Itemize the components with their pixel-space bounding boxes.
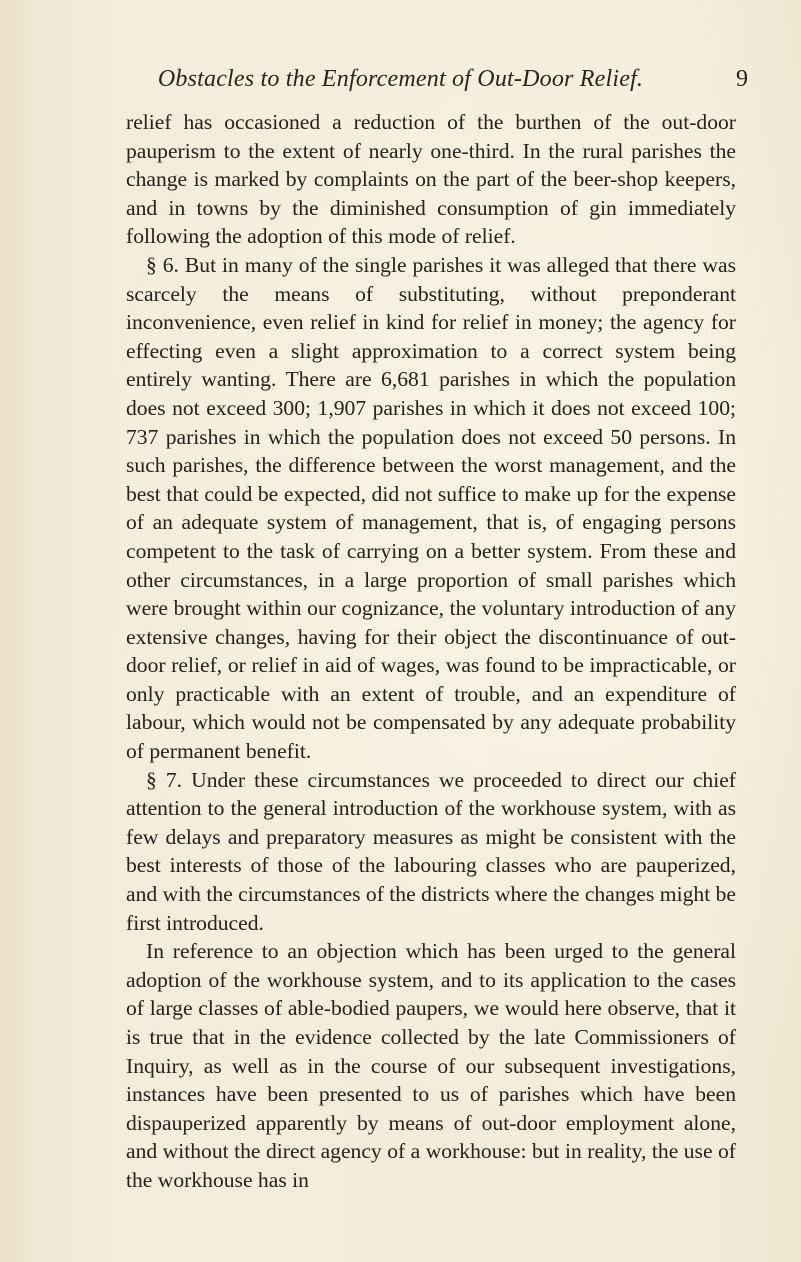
paragraph-objection: In reference to an objection which has been urged to the general adoption of the workhouse system, and to its application to the cases of large classes of able-bodied paupers, we would here observe, that it is true that in the evidence collected by the late Commissioners of Inquiry, as well as in the course of our subsequent investigations, instances have been presented to us of parishes which have been dispauperized apparently by means of out-door employment alone, and without the direct agency of a workhouse: but in reality, the use of the workhouse has in: [126, 939, 736, 1192]
running-head: [0, 66, 801, 96]
running-head-title: Obstacles to the Enforcement of Out-Door Relief.: [157, 66, 644, 92]
body-text: [126, 108, 736, 1195]
page-number: 9: [736, 66, 748, 92]
paragraph-section-6: § 6. But in many of the single parishes it was alleged that there was scarcely the means of substituting, without preponderant inconvenience, even relief in kind for relief in money; the agency for effecting even a slight approximation to a correct system being entirely wanting. There are 6,681 parishes in which the population does not exceed 300; 1,907 parishes in which it does not exceed 100; 737 parishes in which the population does not exceed 50 persons. In such parishes, the difference between the worst management, and the best that could be expected, did not suffice to make up for the expense of an adequate system of management, that is, of engaging persons competent to the task of carrying on a better system. From these and other circumstances, in a large proportion of small parishes which were brought within our cognizance, the voluntary introduction of any extensive changes, having for their object the discontinuance of out-door relief, or relief in aid of wages, was found to be impracticable, or only practicable with an extent of trouble, and an expenditure of labour, which would not be compensated by any adequate probability of permanent benefit.: [126, 252, 736, 764]
paragraph-continued: relief has occasioned a reduction of the burthen of the out-door pauperism to the extent of nearly one-third. In the rural parishes the change is marked by complaints on the part of the beer-shop keepers, and in towns by the diminished consumption of gin immediately following the adoption of this mode of relief.: [126, 110, 736, 249]
paragraph-section-7: § 7. Under these circumstances we proceeded to direct our chief attention to the general introduction of the workhouse system, with as few delays and preparatory measures as might be consistent with the best interests of those of the labouring classes who are pauperized, and with the circumstances of the districts where the changes might be first introduced.: [126, 767, 736, 935]
